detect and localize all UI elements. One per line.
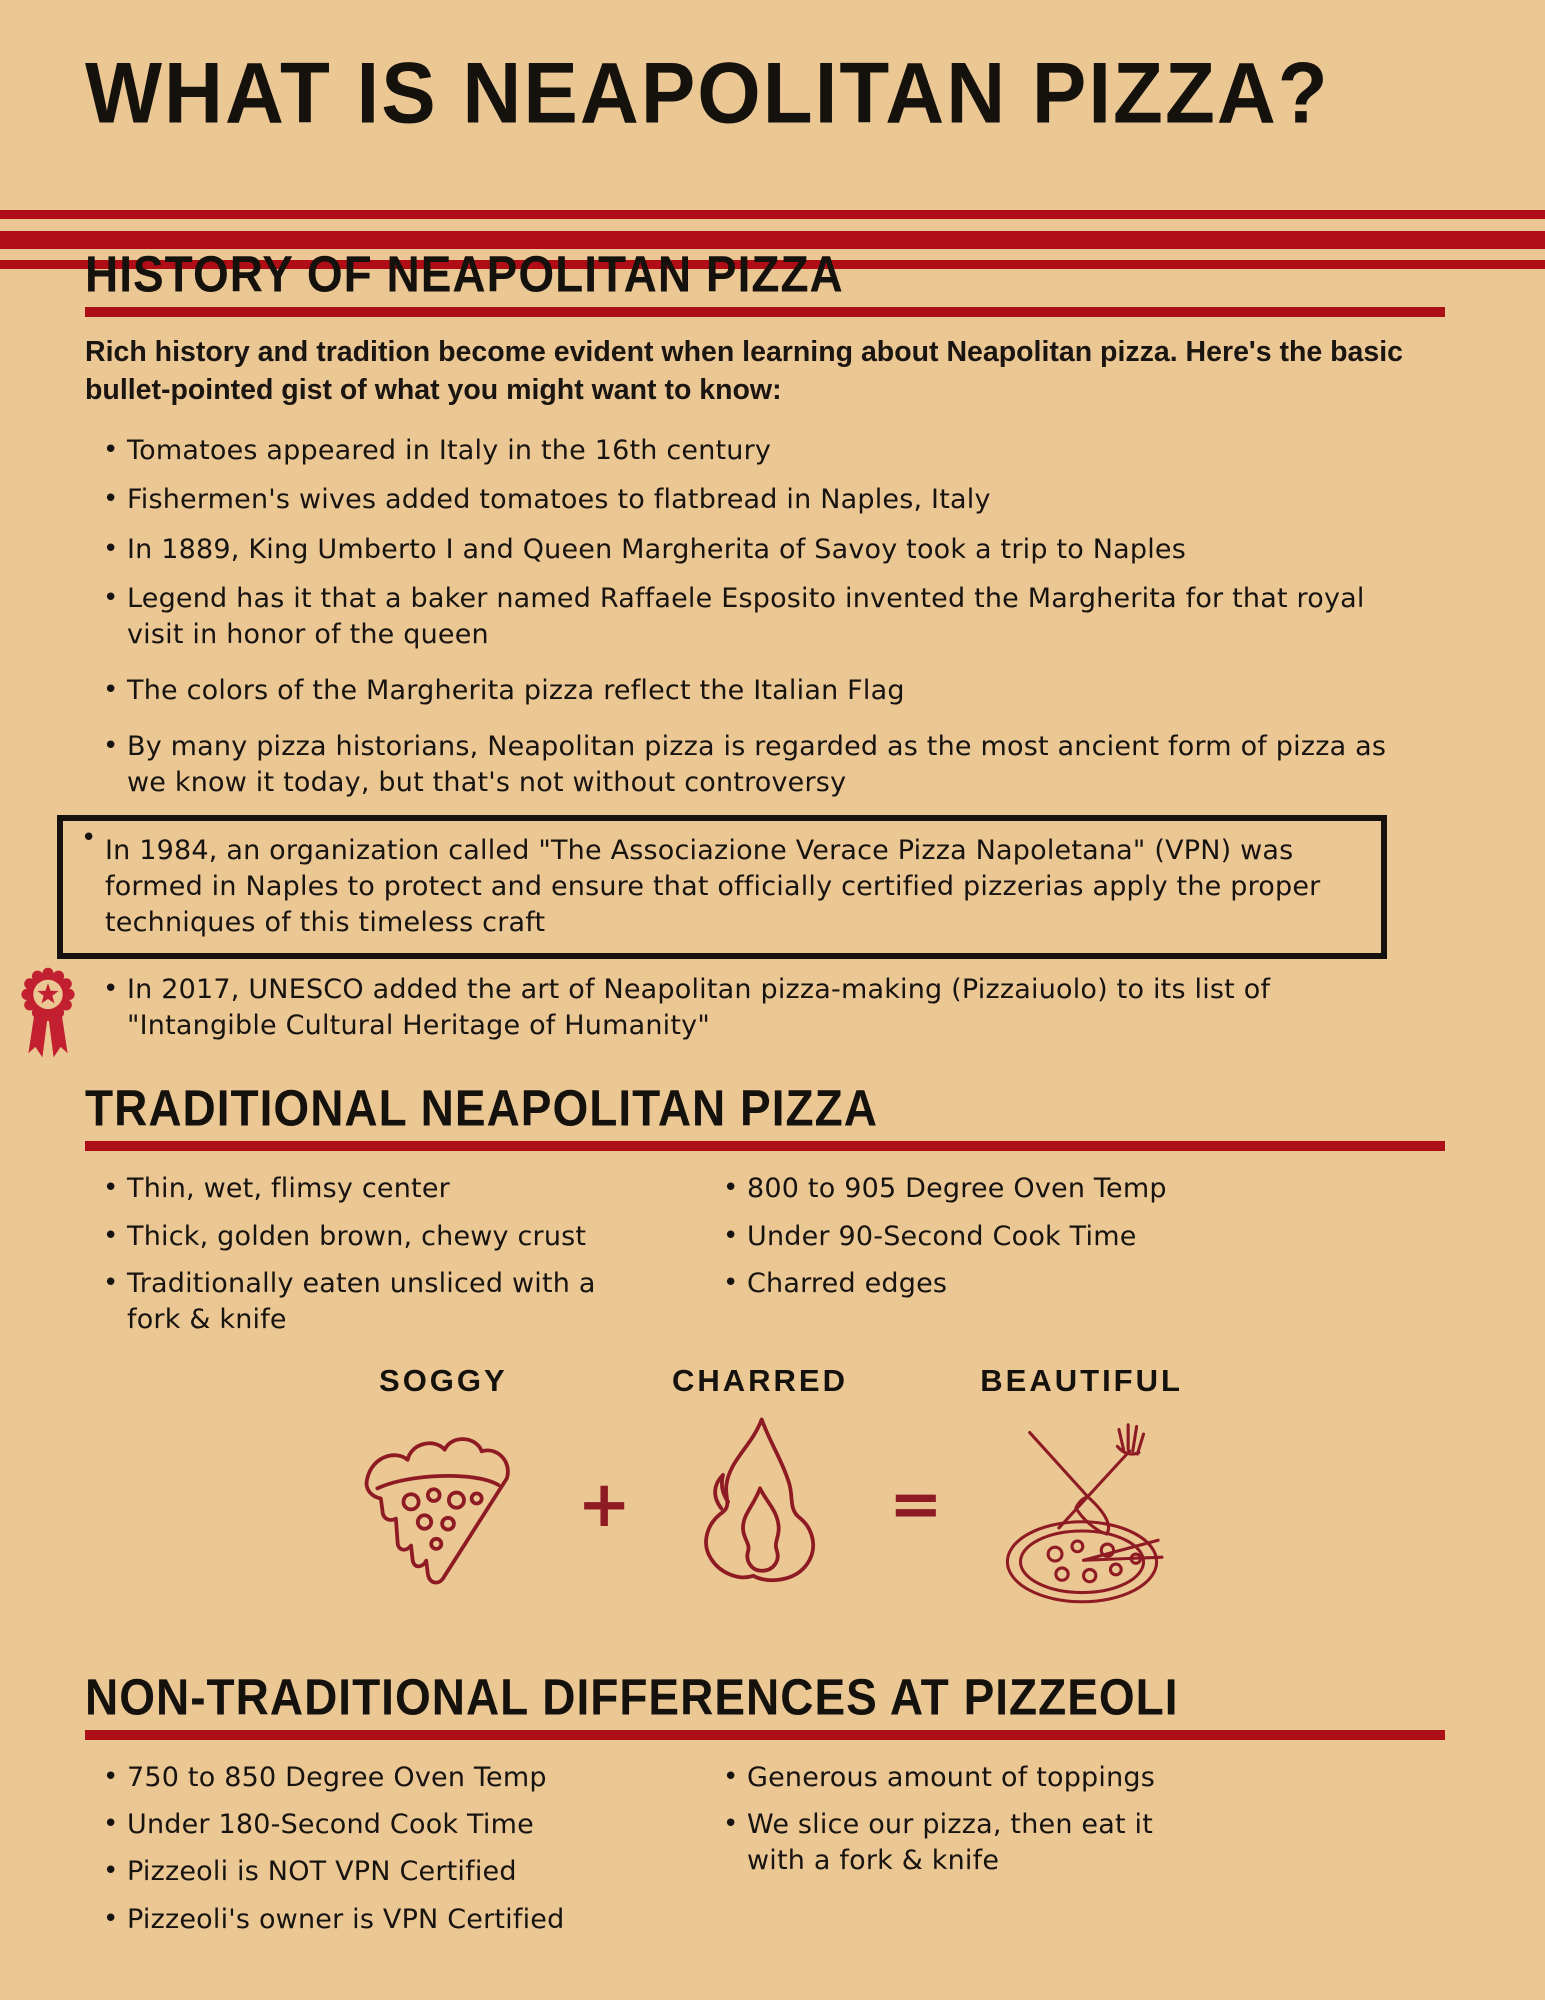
nontraditional-left-list (85, 1760, 705, 1938)
plus-sign: + (577, 1468, 631, 1543)
list-item: • Fishermen's wives added tomatoes to flatbread in Naples, Italy (85, 482, 1415, 518)
list-item: • Pizzeoli is NOT VPN Certified (85, 1854, 645, 1890)
list-item: • Thick, golden brown, chewy crust (85, 1219, 645, 1255)
beautiful-label: BEAUTIFUL (980, 1363, 1183, 1399)
list-item: • Under 180-Second Cook Time (85, 1807, 645, 1843)
flame-icon (665, 1411, 855, 1596)
award-rosette-icon (13, 960, 83, 1068)
page-title: WHAT IS NEAPOLITAN PIZZA? (85, 44, 1330, 141)
list-item: • The colors of the Margherita pizza reflect the Italian Flag (85, 673, 1415, 709)
nontraditional-left-column (85, 1760, 705, 1949)
award-list-item (85, 972, 1415, 1044)
section-traditional (85, 1078, 1445, 1611)
pizza-equation (85, 1363, 1445, 1611)
list-item: • Charred edges (705, 1266, 1265, 1302)
nontraditional-heading-underline (85, 1730, 1445, 1740)
traditional-left-list (85, 1171, 705, 1338)
list-item: • By many pizza historians, Neapolitan pizza is regarded as the most ancient form of pizza as we know it today, but that's not without controversy (85, 729, 1415, 801)
charred-label: CHARRED (672, 1363, 848, 1399)
list-item: • Tomatoes appeared in Italy in the 16th century (85, 433, 1415, 469)
list-item: • In 1889, King Umberto I and Queen Margherita of Savoy took a trip to Naples (85, 532, 1415, 568)
award-item-text: In 2017, UNESCO added the art of Neapolitan pizza-making (Pizzaiuolo) to its list of "Intangible Cultural Heritage of Humanity" (127, 974, 1271, 1042)
list-item: • Legend has it that a baker named Raffaele Esposito invented the Margherita for that royal visit in honor of the queen (85, 581, 1415, 653)
list-item: • Traditionally eaten unsliced with a fork & knife (85, 1266, 645, 1338)
nontraditional-columns (85, 1760, 1445, 1949)
pizza-slice-icon (343, 1411, 543, 1596)
equals-sign: = (889, 1468, 943, 1543)
traditional-heading-underline (85, 1141, 1445, 1151)
history-bullet-list (85, 433, 1445, 1044)
highlighted-boxed-item: • In 1984, an organization called "The Associazione Verace Pizza Napoletana" (VPN) was formed in Naples to protect and ensure that officially certified pizzerias apply the proper techniques of this timeless craft (57, 815, 1387, 960)
equation-figure-beautiful (977, 1363, 1187, 1611)
pizza-with-cutlery-icon (977, 1411, 1187, 1611)
soggy-label: SOGGY (379, 1363, 508, 1399)
section-nontraditional (85, 1667, 1445, 1949)
nontraditional-heading: NON-TRADITIONAL DIFFERENCES AT PIZZEOLI (85, 1668, 1179, 1726)
nontraditional-right-list (705, 1760, 1445, 1880)
section-history (85, 244, 1445, 1044)
list-item: • 800 to 905 Degree Oven Temp (705, 1171, 1265, 1207)
list-item: • Under 90-Second Cook Time (705, 1219, 1265, 1255)
traditional-right-list (705, 1171, 1445, 1302)
list-item: • 750 to 850 Degree Oven Temp (85, 1760, 645, 1796)
history-heading: HISTORY OF NEAPOLITAN PIZZA (85, 245, 844, 303)
traditional-right-column (705, 1171, 1445, 1349)
history-intro: Rich history and tradition become evident when learning about Neapolitan pizza. Here's the basic bullet-pointed gist of what you might want to know: (85, 336, 1404, 406)
equation-figure-soggy (343, 1363, 543, 1596)
traditional-heading: TRADITIONAL NEAPOLITAN PIZZA (85, 1079, 878, 1137)
traditional-columns (85, 1171, 1445, 1349)
equation-figure-charred (665, 1363, 855, 1596)
list-item: • Pizzeoli's owner is VPN Certified (85, 1902, 645, 1938)
list-item: • Thin, wet, flimsy center (85, 1171, 645, 1207)
stripe-thin-top (0, 210, 1545, 219)
traditional-left-column (85, 1171, 705, 1349)
list-item: • Generous amount of toppings (705, 1760, 1265, 1796)
nontraditional-right-column (705, 1760, 1445, 1949)
history-heading-underline (85, 307, 1445, 317)
list-item: • We slice our pizza, then eat it with a fork & knife (705, 1807, 1185, 1879)
